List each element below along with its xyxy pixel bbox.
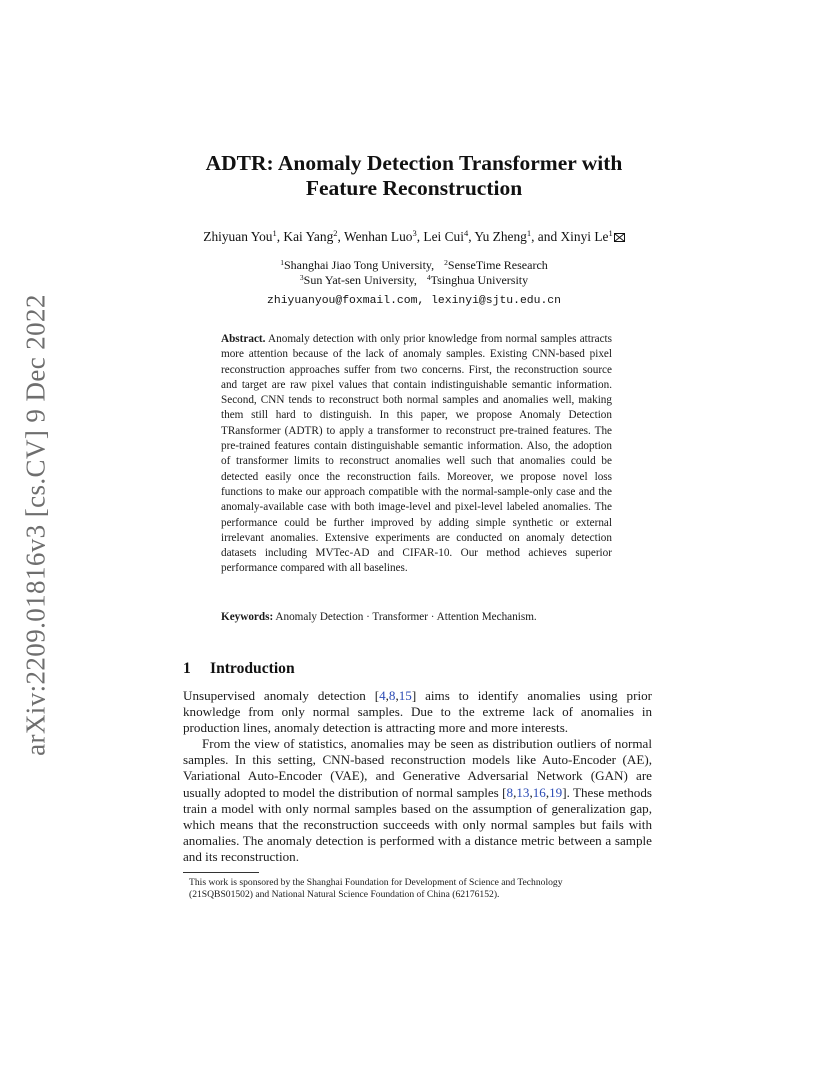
affiliations <box>0 258 828 288</box>
affiliation: Tsinghua University <box>430 273 529 287</box>
author-emails[interactable]: zhiyuanyou@foxmail.com, lexinyi@sjtu.edu.cn <box>267 295 561 307</box>
citation-link[interactable]: 15 <box>398 688 412 703</box>
abstract-label: Abstract. <box>221 333 266 345</box>
author-name: Wenhan Luo <box>344 229 413 244</box>
citation-link[interactable]: 13 <box>516 784 530 800</box>
footnote <box>183 877 652 900</box>
envelope-icon <box>614 233 625 242</box>
keywords-text: Anomaly Detection · Transformer · Attention Mechanism. <box>275 611 537 623</box>
title-line-2: Feature Reconstruction <box>305 176 523 200</box>
author-affil-mark: 1 <box>526 228 532 238</box>
paper-title <box>0 151 828 201</box>
affiliation: SenseTime Research <box>447 258 548 272</box>
abstract <box>221 332 612 577</box>
paragraph: Unsupervised anomaly detection [4,8,15] aims to identify anomalies using prior knowledge from only normal samples. Due to the extreme lack of anomalies in production lines, anomaly detection is attracting more and more interests. <box>183 688 652 736</box>
author-list: Zhiyuan You$^1$, Kai Yang$^2$, Wenhan Luo$^3$, Lei Cui$^4$, Yu Zheng$^1$, and Xinyi Le$^1$ <box>0 229 828 245</box>
arxiv-identifier: arXiv:2209.01816v3 [cs.CV] 9 Dec 2022 <box>20 294 51 756</box>
keywords-label: Keywords: <box>221 611 274 623</box>
title-line-1: ADTR: Anomaly Detection Transformer with <box>205 151 623 175</box>
author-affil-mark: 4 <box>463 228 469 238</box>
body-text <box>183 688 652 865</box>
citation-link[interactable]: 4 <box>379 688 386 703</box>
footnote-rule <box>183 872 259 873</box>
author-name: Zhiyuan You <box>203 229 273 244</box>
author-affil-mark: 1 <box>608 228 613 238</box>
section-title: Introduction <box>210 660 295 677</box>
citation-link[interactable]: 19 <box>549 784 563 800</box>
author-name: Lei Cui <box>423 229 464 244</box>
citation-link[interactable]: 8 <box>506 784 514 800</box>
author-name: Kai Yang <box>283 229 334 244</box>
arxiv-side-stamp <box>16 295 56 755</box>
affiliation: Shanghai Jiao Tong University, <box>283 258 435 272</box>
citation-link[interactable]: 16 <box>532 784 546 800</box>
footnote-line-2: (21SQBS01502) and National Natural Science Foundation of China (62176152). <box>189 888 500 900</box>
keywords <box>221 611 621 623</box>
author-affil-mark: 1 <box>272 228 277 238</box>
affiliation-line-1: $^1$Shanghai Jiao Tong University, $^2$SenseTime Research <box>280 258 548 272</box>
section-heading <box>183 660 295 678</box>
affiliation-line-2: $^3$Sun Yat-sen University, $^4$Tsinghua University <box>299 273 529 287</box>
affiliation: Sun Yat-sen University, <box>303 273 417 287</box>
abstract-text: Anomaly detection with only prior knowledge from normal samples attracts more attention because of the lack of anomaly samples. Existing CNN-based pixel reconstruction approaches suffer from two concerns. First, the reconstruction source and target are raw pixel values that contain indistinguishable semantic information. Second, CNN tends to reconstruct both normal samples and anomalies well, making them still hard to distinguish. In this paper, we propose Anomaly Detection TRansformer (ADTR) to apply a transformer to reconstruct pre-trained features. The pre-trained features contain distinguishable semantic information. Also, the adoption of transformer limits to reconstruct anomalies well such that anomalies could be detected easily once the reconstruction fails. Moreover, we propose novel loss functions to make our approach compatible with the normal-sample-only case and the anomaly-available case with both image-level and pixel-level labeled anomalies. The performance could be further improved by adding simple synthetic or external irrelevant anomalies. Extensive experiments are conducted on anomaly detection datasets including MVTec-AD and CIFAR-10. Our method achieves superior performance compared with all baselines. <box>221 333 613 575</box>
citation-link[interactable]: 8 <box>388 688 396 703</box>
section-number: 1 <box>183 660 191 677</box>
author-affil-mark: 2 <box>333 228 338 238</box>
author-name: Yu Zheng <box>474 229 527 244</box>
footnote-line-1: This work is sponsored by the Shanghai Foundation for Development of Science and Technology <box>189 877 563 888</box>
author-name: Xinyi Le <box>560 229 609 244</box>
paragraph: From the view of statistics, anomalies may be seen as distribution outliers of normal samples. In this setting, CNN-based reconstruction models like Auto-Encoder (AE), Variational Auto-Encoder (VAE), and Generative Adversarial Network (GAN) are usually adopted to model the distribution of normal samples [8,13,16,19]. These methods train a model with only normal samples based on the assumption of generalization gap, which means that the reconstruction succeeds with only normal samples but fails with anomalies. The anomaly detection is performed with a distance metric between a sample and its reconstruction. <box>183 736 652 864</box>
author-affil-mark: 3 <box>412 228 417 238</box>
